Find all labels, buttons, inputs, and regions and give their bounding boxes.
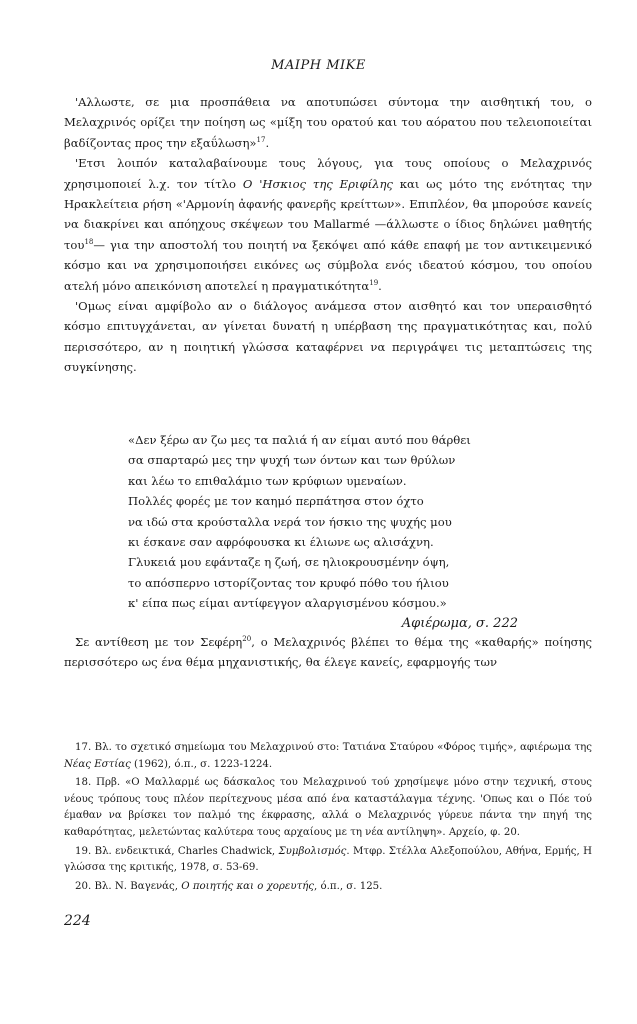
poem-line: το απόσπερνο ιστορίζοντας τον κρυφό πόθο του ήλιου bbox=[128, 575, 449, 590]
poem-line: και λέω το επιθαλάμιο των κρύφιων υμεναίων. bbox=[128, 473, 407, 488]
italic-title: Συμβολισμός bbox=[278, 845, 347, 857]
main-text bbox=[64, 92, 592, 378]
footnote-ref: 20 bbox=[242, 635, 252, 644]
running-header: ΜΑΙΡΗ ΜΙΚΕ bbox=[271, 58, 366, 73]
poem-source: Αφιέρωμα, σ. 222 bbox=[401, 615, 518, 631]
poem-line: να ιδώ στα κρούσταλλα νερά τον ήσκιο της ψυχής μου bbox=[128, 514, 452, 529]
footnote: 18. Πρβ. «Ο Μαλλαρμέ ως δάσκαλος του Μελαχρινού τού χρησίμεψε μόνο στην τεχνική, στους νέους τρόπους τους πλέον περίτεχνους μέσα από ένα καταστάλαγμα τέχνης. 'Οπως και ο Πόε τού έμαθαν να βρίσκει τον παλμό της έκφρασης, αλλά ο Μελαχρινός γύρευε πάντα την πηγή της καθαρότητας, μελετώντας καλύτερα τους αρχαίους με τη νέα αντίληψη». Αρχείο, φ. 20. bbox=[64, 777, 592, 838]
footnote-ref: 18 bbox=[84, 237, 94, 246]
continuation-text bbox=[64, 632, 592, 673]
poem-line: σα σπαρταρώ μες την ψυχή των όντων και των θρύλων bbox=[128, 453, 456, 468]
footnote: 17. Βλ. το σχετικό σημείωμα του Μελαχρινού στο: Τατιάνα Σταύρου «Φόρος τιμής», αφιέρωμα της Νέας Εστίας (1962), ό.π., σ. 1223-1224. bbox=[64, 742, 592, 770]
footnotes bbox=[64, 740, 592, 897]
footnote: 20. Βλ. Ν. Βαγενάς, Ο ποιητής και ο χορευτής, ό.π., σ. 125. bbox=[75, 880, 383, 892]
poem-line: κ' είπα πως είμαι αντίφεγγον αλαργισμένου κόσμου.» bbox=[128, 596, 447, 611]
paragraph: 'Ετσι λοιπόν καταλαβαίνουμε τους λόγους, για τους οποίους ο Μελαχρινός χρησιμοποιεί λ.χ. τον τίτλο Ο 'Ησκιος της Εριφίλης και ως μότο της ενότητας την Ηρακλείτεια ρήση «'Αρμονίη ἀφανής φανερῆς κρείττων». Επιπλέον, θα μπορούσε κανείς να διακρίνει και απόηχους σκέψεων του Mallarmé —άλλωστε ο ίδιος δηλώνει μαθητής του$^{18}$— για την αποστολή του ποιητή να ξεκόψει από κάθε επαφή με τον αντικειμενικό κόσμο και να χρησιμοποιήσει εικόνες ως σύμβολα ενός ιδεατού κόσμου, του οποίου ατελή μόνο απεικόνιση αποτελεί η πραγματικότητα$^{19}$. bbox=[64, 156, 592, 293]
poem-quote bbox=[128, 430, 518, 634]
poem-line: «Δεν ξέρω αν ζω μες τα παλιά ή αν είμαι αυτό που θάρθει bbox=[128, 433, 471, 447]
poem-line: Γλυκειά μου εφάνταζε η ζωή, σε ηλιοκρουσμένην όψη, bbox=[128, 555, 450, 570]
italic-title: Ο 'Ησκιος της Εριφίλης bbox=[242, 176, 393, 191]
footnote: 19. Βλ. ενδεικτικά, Charles Chadwick, Συμβολισμός. Μτφρ. Στέλλα Αλεξοπούλου, Αθήνα, Ερμής, Η γλώσσα της κριτικής, 1978, σ. 53-69. bbox=[64, 845, 592, 874]
paragraph: 'Ομως είναι αμφίβολο αν ο διάλογος ανάμεσα στον αισθητό και τον υπεραισθητό κόσμο επιτυγχάνεται, αν γίνεται δυνατή η υπέρβαση της πραγματικότητας και, πολύ περισσότερο, αν η ποιητική γλώσσα καταφέρνει να περιγράψει τις μεταπτώσεις της συγκίνησης. bbox=[64, 299, 592, 375]
paragraph: Σε αντίθεση με τον Σεφέρη$^{20}$, ο Μελαχρινός βλέπει το θέμα της «καθαρής» ποίησης περισσότερο ως ένα θέμα μηχανιστικής, θα έλεγε κανείς, εφαρμογής των bbox=[64, 635, 592, 670]
footnote-ref: 19 bbox=[369, 278, 379, 287]
italic-title: Ο ποιητής και ο χορευτής bbox=[181, 880, 315, 892]
page-number: 224 bbox=[64, 913, 91, 929]
italic-title: Νέας Εστίας bbox=[64, 758, 131, 770]
poem-line: κι έσκανε σαν αφρόφουσκα κι έλιωνε ως αλισάχνη. bbox=[128, 535, 434, 550]
poem-line: Πολλές φορές με τον καημό περπάτησα στον όχτο bbox=[128, 494, 424, 509]
footnote-ref: 17 bbox=[256, 135, 266, 144]
paragraph: 'Αλλωστε, σε μια προσπάθεια να αποτυπώσει σύντομα την αισθητική του, ο Μελαχρινός ορίζει την ποίηση ως «μίξη του ορατού και του αόρατου που τελειοποιείται βαδίζοντας προς την εξαΰλωση»$^{17}$. bbox=[64, 95, 592, 150]
